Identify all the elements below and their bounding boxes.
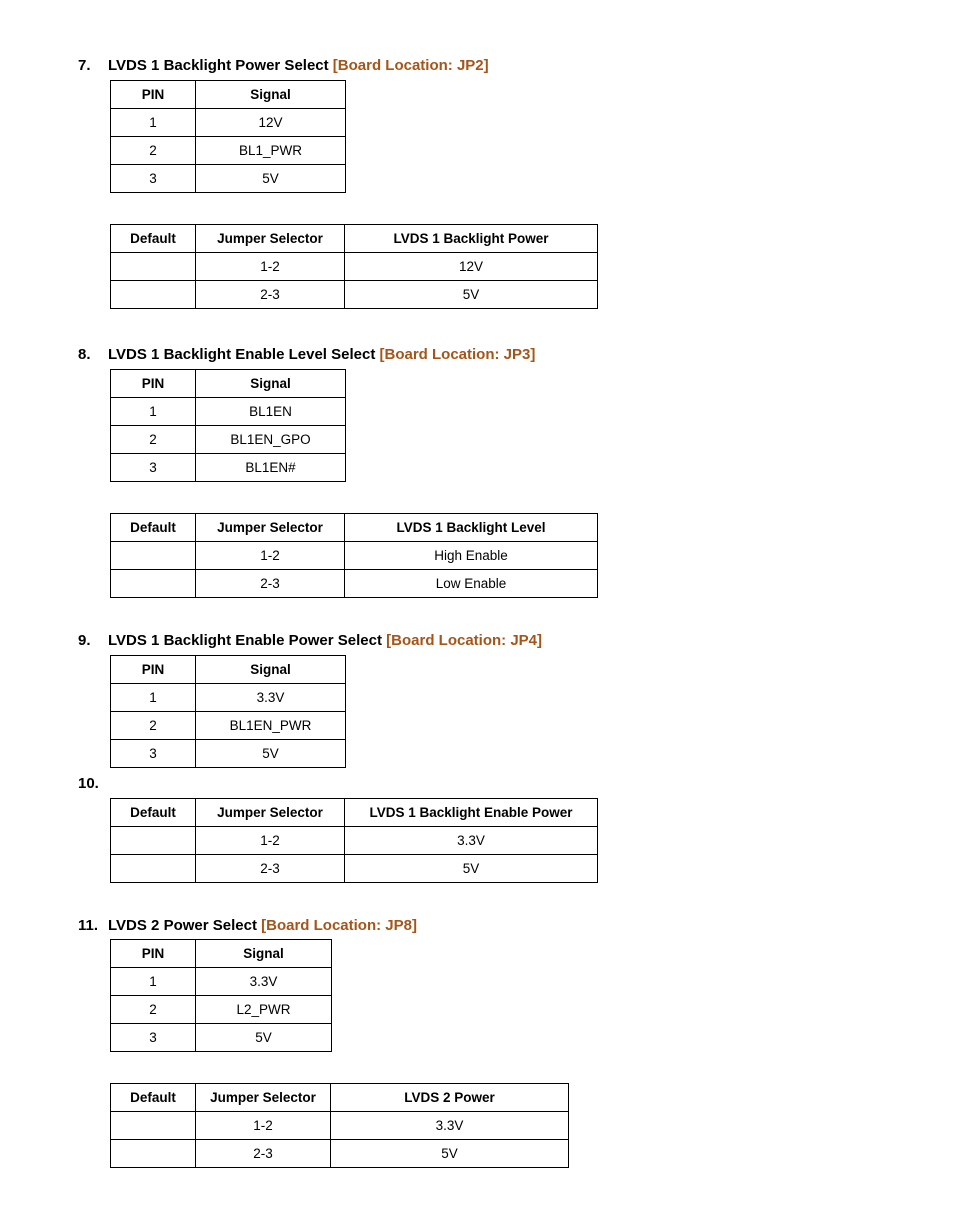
table-row — [111, 968, 332, 996]
table-cell — [111, 1140, 196, 1168]
table-header-cell: PIN — [111, 370, 196, 398]
table-row — [111, 165, 346, 193]
table-cell: 3.3V — [196, 684, 346, 712]
table-cell: 3 — [111, 740, 196, 768]
table-row — [111, 281, 598, 309]
section-number: 7. — [78, 57, 91, 74]
table-header-row — [111, 370, 346, 398]
table-cell: 3 — [111, 1024, 196, 1052]
table-cell: 3 — [111, 165, 196, 193]
table-header-cell: Jumper Selector — [196, 799, 345, 827]
table-row — [111, 712, 346, 740]
table-cell: 2 — [111, 996, 196, 1024]
table-header-row — [111, 1084, 569, 1112]
table-header-cell: Jumper Selector — [196, 514, 345, 542]
table-cell: 2 — [111, 712, 196, 740]
table-cell: 2-3 — [196, 1140, 331, 1168]
table-header-cell: Signal — [196, 940, 332, 968]
table-header-cell: LVDS 1 Backlight Level — [345, 514, 598, 542]
table-cell: BL1_PWR — [196, 137, 346, 165]
table-cell: 3.3V — [331, 1112, 569, 1140]
table-cell: 12V — [345, 253, 598, 281]
table-cell: 5V — [345, 281, 598, 309]
table-row — [111, 1024, 332, 1052]
table-cell: 2 — [111, 426, 196, 454]
table-cell: 1 — [111, 398, 196, 426]
table-cell: 1-2 — [196, 542, 345, 570]
table-cell: 1-2 — [196, 1112, 331, 1140]
table-row — [111, 855, 598, 883]
table-header-cell: LVDS 1 Backlight Power — [345, 225, 598, 253]
table-cell: BL1EN_PWR — [196, 712, 346, 740]
table-header-cell: Signal — [196, 370, 346, 398]
table-row — [111, 542, 598, 570]
table-header-cell: PIN — [111, 656, 196, 684]
table-header-cell: PIN — [111, 940, 196, 968]
table-row — [111, 253, 598, 281]
table-cell: High Enable — [345, 542, 598, 570]
section-11-heading — [78, 917, 417, 934]
table-cell — [111, 1112, 196, 1140]
table-header-row — [111, 81, 346, 109]
table-cell: 12V — [196, 109, 346, 137]
table-cell: 2-3 — [196, 281, 345, 309]
table-row — [111, 1112, 569, 1140]
section-9-heading — [78, 632, 542, 649]
table-header-row — [111, 799, 598, 827]
section-title: LVDS 1 Backlight Power Select — [108, 57, 333, 74]
section-8-pin-table — [110, 369, 346, 482]
table-row — [111, 570, 598, 598]
table-row — [111, 1140, 569, 1168]
table-cell: 3 — [111, 454, 196, 482]
table-cell: 5V — [345, 855, 598, 883]
table-header-cell: Signal — [196, 81, 346, 109]
section-10-jumper-table — [110, 798, 598, 883]
table-cell: BL1EN# — [196, 454, 346, 482]
table-header-row — [111, 940, 332, 968]
table-cell: 3.3V — [345, 827, 598, 855]
section-11-pin-table — [110, 939, 332, 1052]
table-cell: 5V — [331, 1140, 569, 1168]
table-cell: 2-3 — [196, 855, 345, 883]
board-location: [Board Location: JP2] — [332, 57, 489, 74]
table-row — [111, 398, 346, 426]
table-header-cell: Jumper Selector — [196, 1084, 331, 1112]
table-cell — [111, 570, 196, 598]
table-header-cell: Jumper Selector — [196, 225, 345, 253]
table-cell: Low Enable — [345, 570, 598, 598]
table-header-cell: Default — [111, 514, 196, 542]
table-cell — [111, 855, 196, 883]
table-row — [111, 454, 346, 482]
table-cell — [111, 827, 196, 855]
board-location: [Board Location: JP8] — [261, 917, 417, 934]
table-cell: 1 — [111, 968, 196, 996]
table-cell: 1-2 — [196, 827, 345, 855]
section-10-number: 10. — [78, 775, 99, 792]
section-title: LVDS 1 Backlight Enable Level Select — [108, 346, 380, 363]
board-location: [Board Location: JP3] — [379, 346, 536, 363]
table-header-row — [111, 514, 598, 542]
table-cell: 2-3 — [196, 570, 345, 598]
table-row — [111, 137, 346, 165]
section-8-heading — [78, 346, 535, 363]
table-header-cell: LVDS 2 Power — [331, 1084, 569, 1112]
table-cell — [111, 542, 196, 570]
table-cell: 5V — [196, 165, 346, 193]
table-cell: 1 — [111, 109, 196, 137]
section-7-heading — [78, 57, 489, 74]
table-cell: BL1EN_GPO — [196, 426, 346, 454]
table-header-cell: Default — [111, 1084, 196, 1112]
table-row — [111, 996, 332, 1024]
table-cell: 2 — [111, 137, 196, 165]
table-cell: 1 — [111, 684, 196, 712]
section-7-jumper-table — [110, 224, 598, 309]
table-header-cell: Signal — [196, 656, 346, 684]
table-cell: 5V — [196, 1024, 332, 1052]
table-cell — [111, 281, 196, 309]
table-row — [111, 426, 346, 454]
section-8-jumper-table — [110, 513, 598, 598]
table-row — [111, 740, 346, 768]
table-cell: 3.3V — [196, 968, 332, 996]
section-number: 9. — [78, 632, 91, 649]
section-number: 8. — [78, 346, 91, 363]
table-cell: L2_PWR — [196, 996, 332, 1024]
section-7-pin-table — [110, 80, 346, 193]
table-cell: 1-2 — [196, 253, 345, 281]
table-row — [111, 109, 346, 137]
section-9-pin-table — [110, 655, 346, 768]
table-cell — [111, 253, 196, 281]
table-header-cell: LVDS 1 Backlight Enable Power — [345, 799, 598, 827]
table-cell: 5V — [196, 740, 346, 768]
table-row — [111, 827, 598, 855]
section-11-jumper-table — [110, 1083, 569, 1168]
section-title: LVDS 2 Power Select — [108, 917, 262, 934]
table-cell: BL1EN — [196, 398, 346, 426]
table-header-cell: Default — [111, 799, 196, 827]
section-number: 11. — [78, 917, 99, 934]
board-location: [Board Location: JP4] — [386, 632, 543, 649]
table-header-cell: PIN — [111, 81, 196, 109]
table-row — [111, 684, 346, 712]
section-title: LVDS 1 Backlight Enable Power Select — [108, 632, 387, 649]
table-header-row — [111, 656, 346, 684]
table-header-cell: Default — [111, 225, 196, 253]
table-header-row — [111, 225, 598, 253]
